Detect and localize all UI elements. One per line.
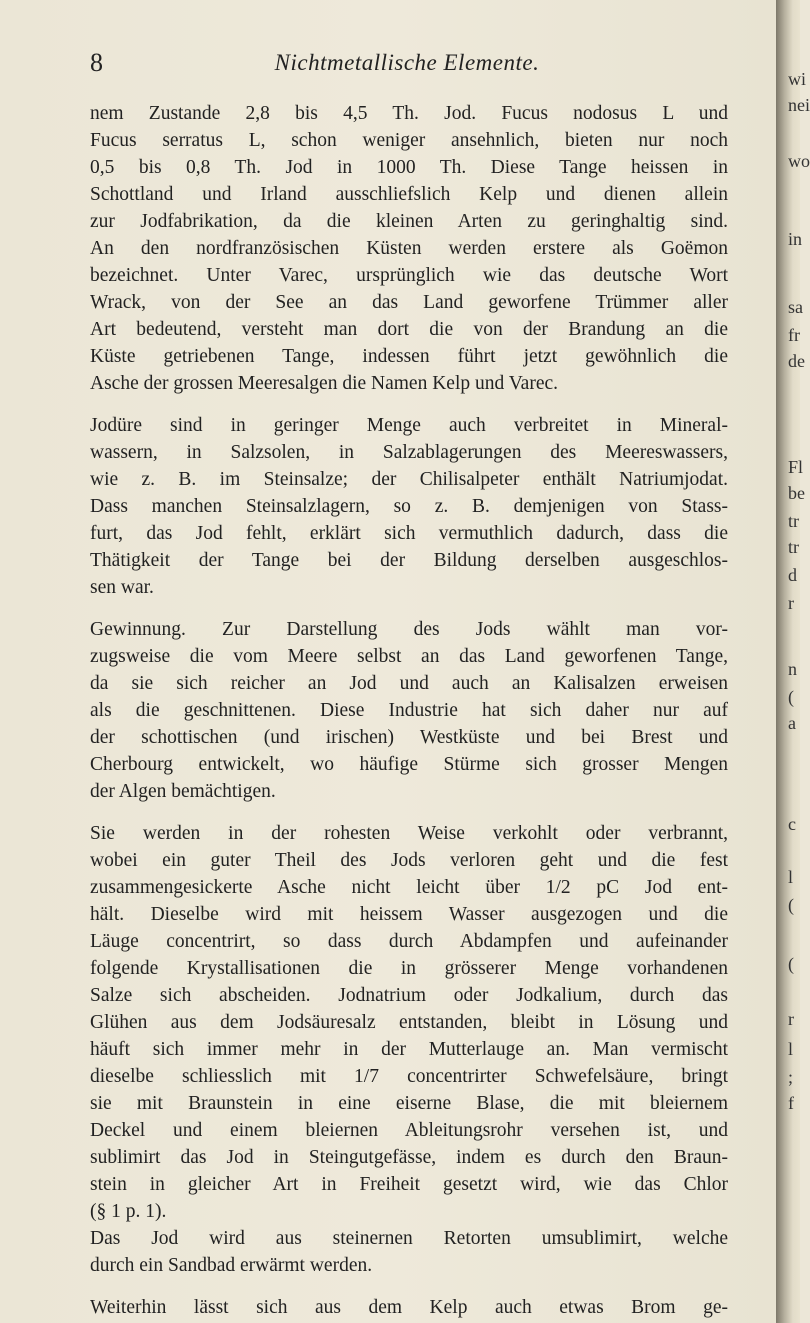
- text-line: Weiterhin lässt sich aus dem Kelp auch etwas Brom ge-: [90, 1297, 728, 1318]
- next-page-fragment: (: [788, 687, 794, 707]
- next-page-fragment: a: [788, 713, 796, 733]
- text-line: 0,5 bis 0,8 Th. Jod in 1000 Th. Diese Tange heissen in: [90, 157, 728, 178]
- text-line: Salze sich abscheiden. Jodnatrium oder Jodkalium, durch das: [90, 985, 728, 1006]
- next-page-fragment: ;: [788, 1067, 794, 1087]
- text-line: hält. Dieselbe wird mit heissem Wasser ausgezogen und die: [90, 904, 728, 925]
- page-number: 8: [90, 48, 103, 77]
- text-line: der Algen bemächtigen.: [90, 781, 276, 802]
- text-line: furt, das Jod fehlt, erklärt sich vermuthlich dadurch, dass die: [90, 523, 728, 544]
- next-page-fragment: in: [788, 229, 803, 249]
- text-line: folgende Krystallisationen die in grösserer Menge vorhandenen: [90, 958, 728, 979]
- text-line: wobei ein guter Theil des Jods verloren geht und die fest: [90, 850, 728, 871]
- next-page-fragment: fr: [788, 325, 800, 345]
- text-line: wassern, in Salzsolen, in Salzablagerungen des Meereswassers,: [90, 442, 728, 463]
- next-page-fragment: tr: [788, 537, 799, 557]
- text-line: Läuge concentrirt, so dass durch Abdampfen und aufeinander: [90, 931, 728, 952]
- next-page-fragment: d: [788, 565, 797, 585]
- text-line: Fucus serratus L, schon weniger ansehnlich, bieten nur noch: [90, 130, 728, 151]
- text-line: Sie werden in der rohesten Weise verkohlt oder verbrannt,: [90, 823, 728, 844]
- text-line: Das Jod wird aus steinernen Retorten umsublimirt, welche: [90, 1228, 728, 1249]
- text-line: sie mit Braunstein in eine eiserne Blase, die mit bleiernem: [90, 1093, 728, 1114]
- text-line: als die geschnittenen. Diese Industrie hat sich daher nur auf: [90, 700, 728, 721]
- text-line: sen war.: [90, 577, 154, 598]
- text-line: Cherbourg entwickelt, wo häufige Stürme sich grosser Mengen: [90, 754, 728, 775]
- text-line: zugsweise die vom Meere selbst an das Land geworfenen Tange,: [90, 646, 728, 667]
- text-line: Art bedeutend, versteht man dort die von der Brandung an die: [90, 319, 728, 340]
- next-page-fragment: nei: [788, 95, 810, 115]
- text-line: Thätigkeit der Tange bei der Bildung derselben ausgeschlos-: [90, 550, 728, 571]
- next-page-fragment: r: [788, 1009, 794, 1029]
- text-line: Küste getriebenen Tange, indessen führt jetzt gewöhnlich die: [90, 346, 728, 367]
- next-page-fragment: de: [788, 351, 805, 371]
- next-page-fragment: wi: [788, 69, 806, 89]
- next-page-fragment: n: [788, 659, 797, 679]
- text-line: durch ein Sandbad erwärmt werden.: [90, 1255, 373, 1276]
- text-line: Wrack, von der See an das Land geworfene Trümmer aller: [90, 292, 728, 313]
- text-line: da sie sich reicher an Jod und auch an Kalisalzen erweisen: [90, 673, 728, 694]
- text-line: stein in gleicher Art in Freiheit gesetzt wird, wie das Chlor: [90, 1174, 728, 1195]
- text-line: häuft sich immer mehr in der Mutterlauge an. Man vermischt: [90, 1039, 728, 1060]
- next-page-fragment: (: [788, 954, 794, 974]
- text-line: Asche der grossen Meeresalgen die Namen Kelp und Varec.: [90, 373, 559, 394]
- text-line: der schottischen (und irischen) Westküste und bei Brest und: [90, 727, 728, 748]
- next-page-fragment: tr: [788, 511, 799, 531]
- next-page-fragment: l: [788, 867, 794, 887]
- text-line: Glühen aus dem Jodsäuresalz entstanden, bleibt in Lösung und: [90, 1012, 728, 1033]
- text-line: zur Jodfabrikation, da die kleinen Arten zu geringhaltig sind.: [90, 211, 728, 232]
- text-line: An den nordfranzösischen Küsten werden erstere als Goëmon: [90, 238, 728, 259]
- running-head: Nichtmetallische Elemente.: [274, 50, 540, 75]
- text-line: nem Zustande 2,8 bis 4,5 Th. Jod. Fucus nodosus L und: [90, 103, 728, 124]
- text-line: sublimirt das Jod in Steingutgefässe, indem es durch den Braun-: [90, 1147, 728, 1168]
- page-header: [90, 48, 724, 78]
- next-page-edge: [786, 0, 810, 1323]
- text-line: Deckel und einem bleiernen Ableitungsrohr versehen ist, und: [90, 1120, 728, 1141]
- text-line: Dass manchen Steinsalzlagern, so z. B. demjenigen von Stass-: [90, 496, 728, 517]
- text-line: (§ 1 p. 1).: [90, 1201, 167, 1222]
- text-line: wie z. B. im Steinsalze; der Chilisalpeter enthält Natriumjodat.: [90, 469, 728, 490]
- next-page-fragment: r: [788, 593, 794, 613]
- text-line: Schottland und Irland ausschliefslich Kelp und dienen allein: [90, 184, 728, 205]
- next-page-fragment: wo: [788, 151, 810, 171]
- next-page-fragment: (: [788, 895, 794, 915]
- text-line: Gewinnung. Zur Darstellung des Jods wählt man vor-: [90, 619, 728, 640]
- next-page-fragment: l: [788, 1039, 794, 1059]
- text-line: bezeichnet. Unter Varec, ursprünglich wie das deutsche Wort: [90, 265, 728, 286]
- next-page-fragment: sa: [788, 297, 803, 317]
- next-page-fragment: Fl: [788, 457, 804, 477]
- body-text: [90, 100, 728, 1321]
- text-line: dieselbe schliesslich mit 1/7 concentrirter Schwefelsäure, bringt: [90, 1066, 728, 1087]
- next-page-fragment: f: [788, 1093, 794, 1113]
- text-line: Jodüre sind in geringer Menge auch verbreitet in Mineral-: [90, 415, 728, 436]
- next-page-fragment: c: [788, 814, 796, 834]
- next-page-fragment: be: [788, 483, 805, 503]
- text-line: zusammengesickerte Asche nicht leicht über 1/2 pC Jod ent-: [90, 877, 728, 898]
